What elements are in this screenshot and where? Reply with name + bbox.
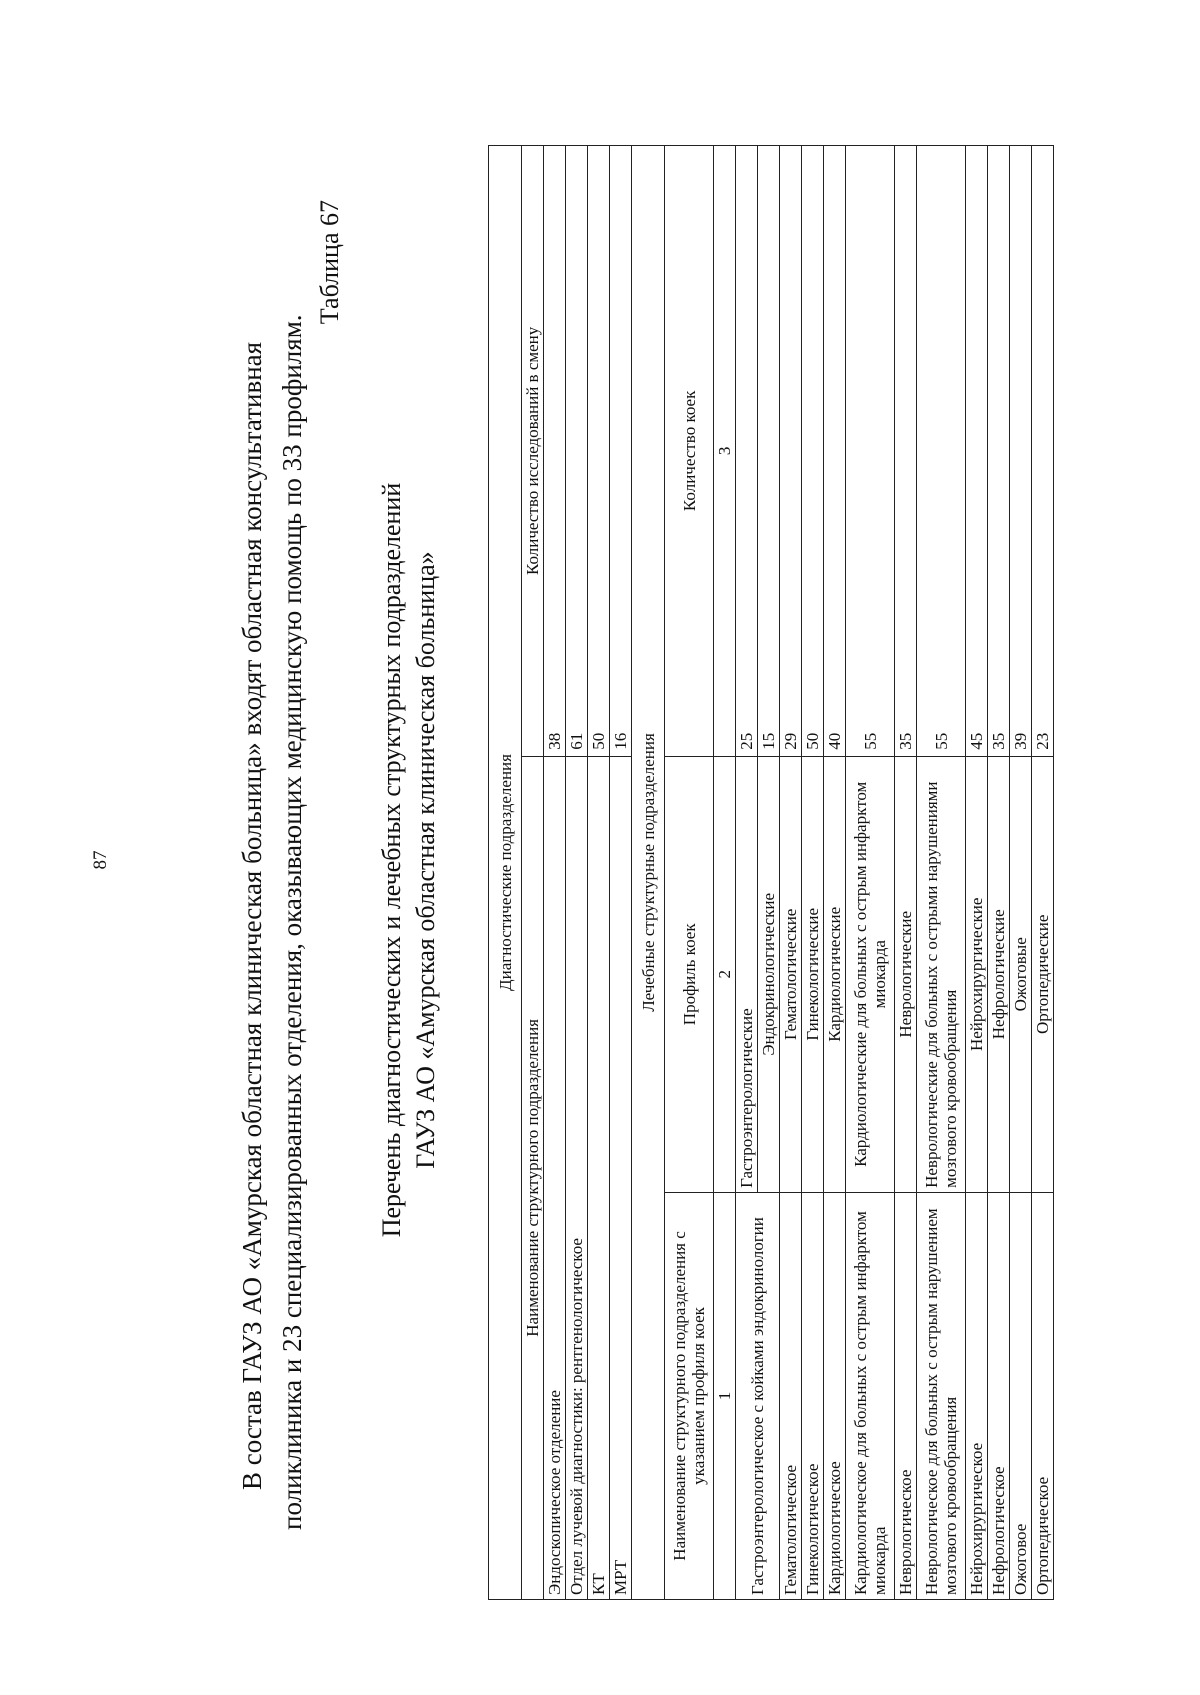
table-row [988,146,1010,1600]
treatment-beds: 55 [917,146,966,757]
treatment-beds: 39 [1010,146,1032,757]
treatment-profile: Нефрологические [988,756,1010,1192]
units-table [488,145,1054,1600]
treatment-beds: 25 [736,146,758,757]
table-title-line-2: ГАУЗ АО «Амурская областная клиническая больница» [411,551,440,1169]
table-title [375,60,443,1660]
treatment-unit-name: Нейрохирургическое [966,1192,988,1599]
treatment-beds: 15 [758,146,780,757]
table-row [610,146,632,1600]
table-number: Таблица 67 [315,200,344,325]
treatment-beds: 55 [846,146,895,757]
treatment-section-title: Лечебные структурные подразделения [632,146,665,1600]
table-row [846,146,895,1600]
treatment-header-beds: Количество коек [665,146,714,757]
treatment-beds: 40 [824,146,846,757]
table-row [966,146,988,1600]
treatment-header-row [665,146,714,1600]
treatment-unit-name: Неврологическое [895,1192,917,1599]
rotated-page [30,60,1150,1660]
table-row [1010,146,1032,1600]
column-index-2: 2 [714,756,736,1192]
treatment-beds: 35 [895,146,917,757]
table-row [544,146,566,1600]
diagnostic-section-row [489,146,522,1600]
treatment-profile: Ортопедические [1032,756,1054,1192]
table-row [895,146,917,1600]
diagnostic-unit-name: МРТ [610,756,632,1599]
diagnostic-unit-count: 61 [566,146,588,757]
diagnostic-unit-name: КТ [588,756,610,1599]
treatment-unit-name: Ортопедическое [1032,1192,1054,1599]
treatment-unit-name: Гематологическое [780,1192,802,1599]
treatment-profile: Гематологические [780,756,802,1192]
treatment-unit-name: Неврологическое для больных с острым нарушением мозгового кровообращения [917,1192,966,1599]
treatment-header-name: Наименование структурного подразделения с указанием профиля коек [665,1192,714,1599]
diagnostic-section-title: Диагностические подразделения [489,146,522,1600]
treatment-profile: Неврологические [895,756,917,1192]
table-row [588,146,610,1600]
treatment-profile: Нейрохирургические [966,756,988,1192]
treatment-profile: Неврологические для больных с острыми нарушениями мозгового кровообращения [917,756,966,1192]
treatment-profile: Гастроэнтерологические [736,756,758,1192]
table-row [802,146,824,1600]
treatment-beds: 35 [988,146,1010,757]
table-row [917,146,966,1600]
treatment-unit-name: Гинекологическое [802,1192,824,1599]
diagnostic-header-count: Количество исследований в смену [522,146,544,757]
treatment-profile: Эндокринологические [758,756,780,1192]
treatment-unit-name: Кардиологическое для больных с острым инфарктом миокарда [846,1192,895,1599]
column-index-3: 3 [714,146,736,757]
treatment-section-row [632,146,665,1600]
treatment-unit-name: Кардиологическое [824,1192,846,1599]
column-index-1: 1 [714,1192,736,1599]
treatment-unit-name: Гастроэнтерологическое с койками эндокринологии [736,1192,780,1599]
diagnostic-header-name: Наименование структурного подразделения [522,756,544,1599]
units-table-wrapper [488,145,1054,1600]
treatment-profile: Ожоговые [1010,756,1032,1192]
treatment-beds: 45 [966,146,988,757]
table-row [566,146,588,1600]
treatment-unit-name: Нефрологическое [988,1192,1010,1599]
treatment-unit-name: Ожоговое [1010,1192,1032,1599]
table-row [780,146,802,1600]
treatment-index-row [714,146,736,1600]
table-title-line-1: Перечень диагностических и лечебных структурных подразделений [377,482,406,1238]
treatment-header-profile: Профиль коек [665,756,714,1192]
treatment-beds: 29 [780,146,802,757]
table-row [824,146,846,1600]
diagnostic-unit-count: 16 [610,146,632,757]
treatment-profile: Кардиологические [824,756,846,1192]
page-number: 87 [90,850,111,870]
treatment-beds: 50 [802,146,824,757]
diagnostic-unit-name: Эндоскопическое отделение [544,756,566,1599]
treatment-profile: Гинекологические [802,756,824,1192]
diagnostic-unit-name: Отдел лучевой диагностики: рентгенологическое [566,756,588,1599]
intro-paragraph: В состав ГАУЗ АО «Амурская областная клиническая больница» входят областная консультативная поликлиника и 23 специализированных отделения, оказывающих медицинскую помощь по 33 профилям. [237,314,307,1530]
treatment-beds: 23 [1032,146,1054,757]
diagnostic-unit-count: 50 [588,146,610,757]
treatment-profile: Кардиологические для больных с острым инфарктом миокарда [846,756,895,1192]
diagnostic-header-row [522,146,544,1600]
diagnostic-unit-count: 38 [544,146,566,757]
table-row [1032,146,1054,1600]
table-row [736,146,758,1600]
